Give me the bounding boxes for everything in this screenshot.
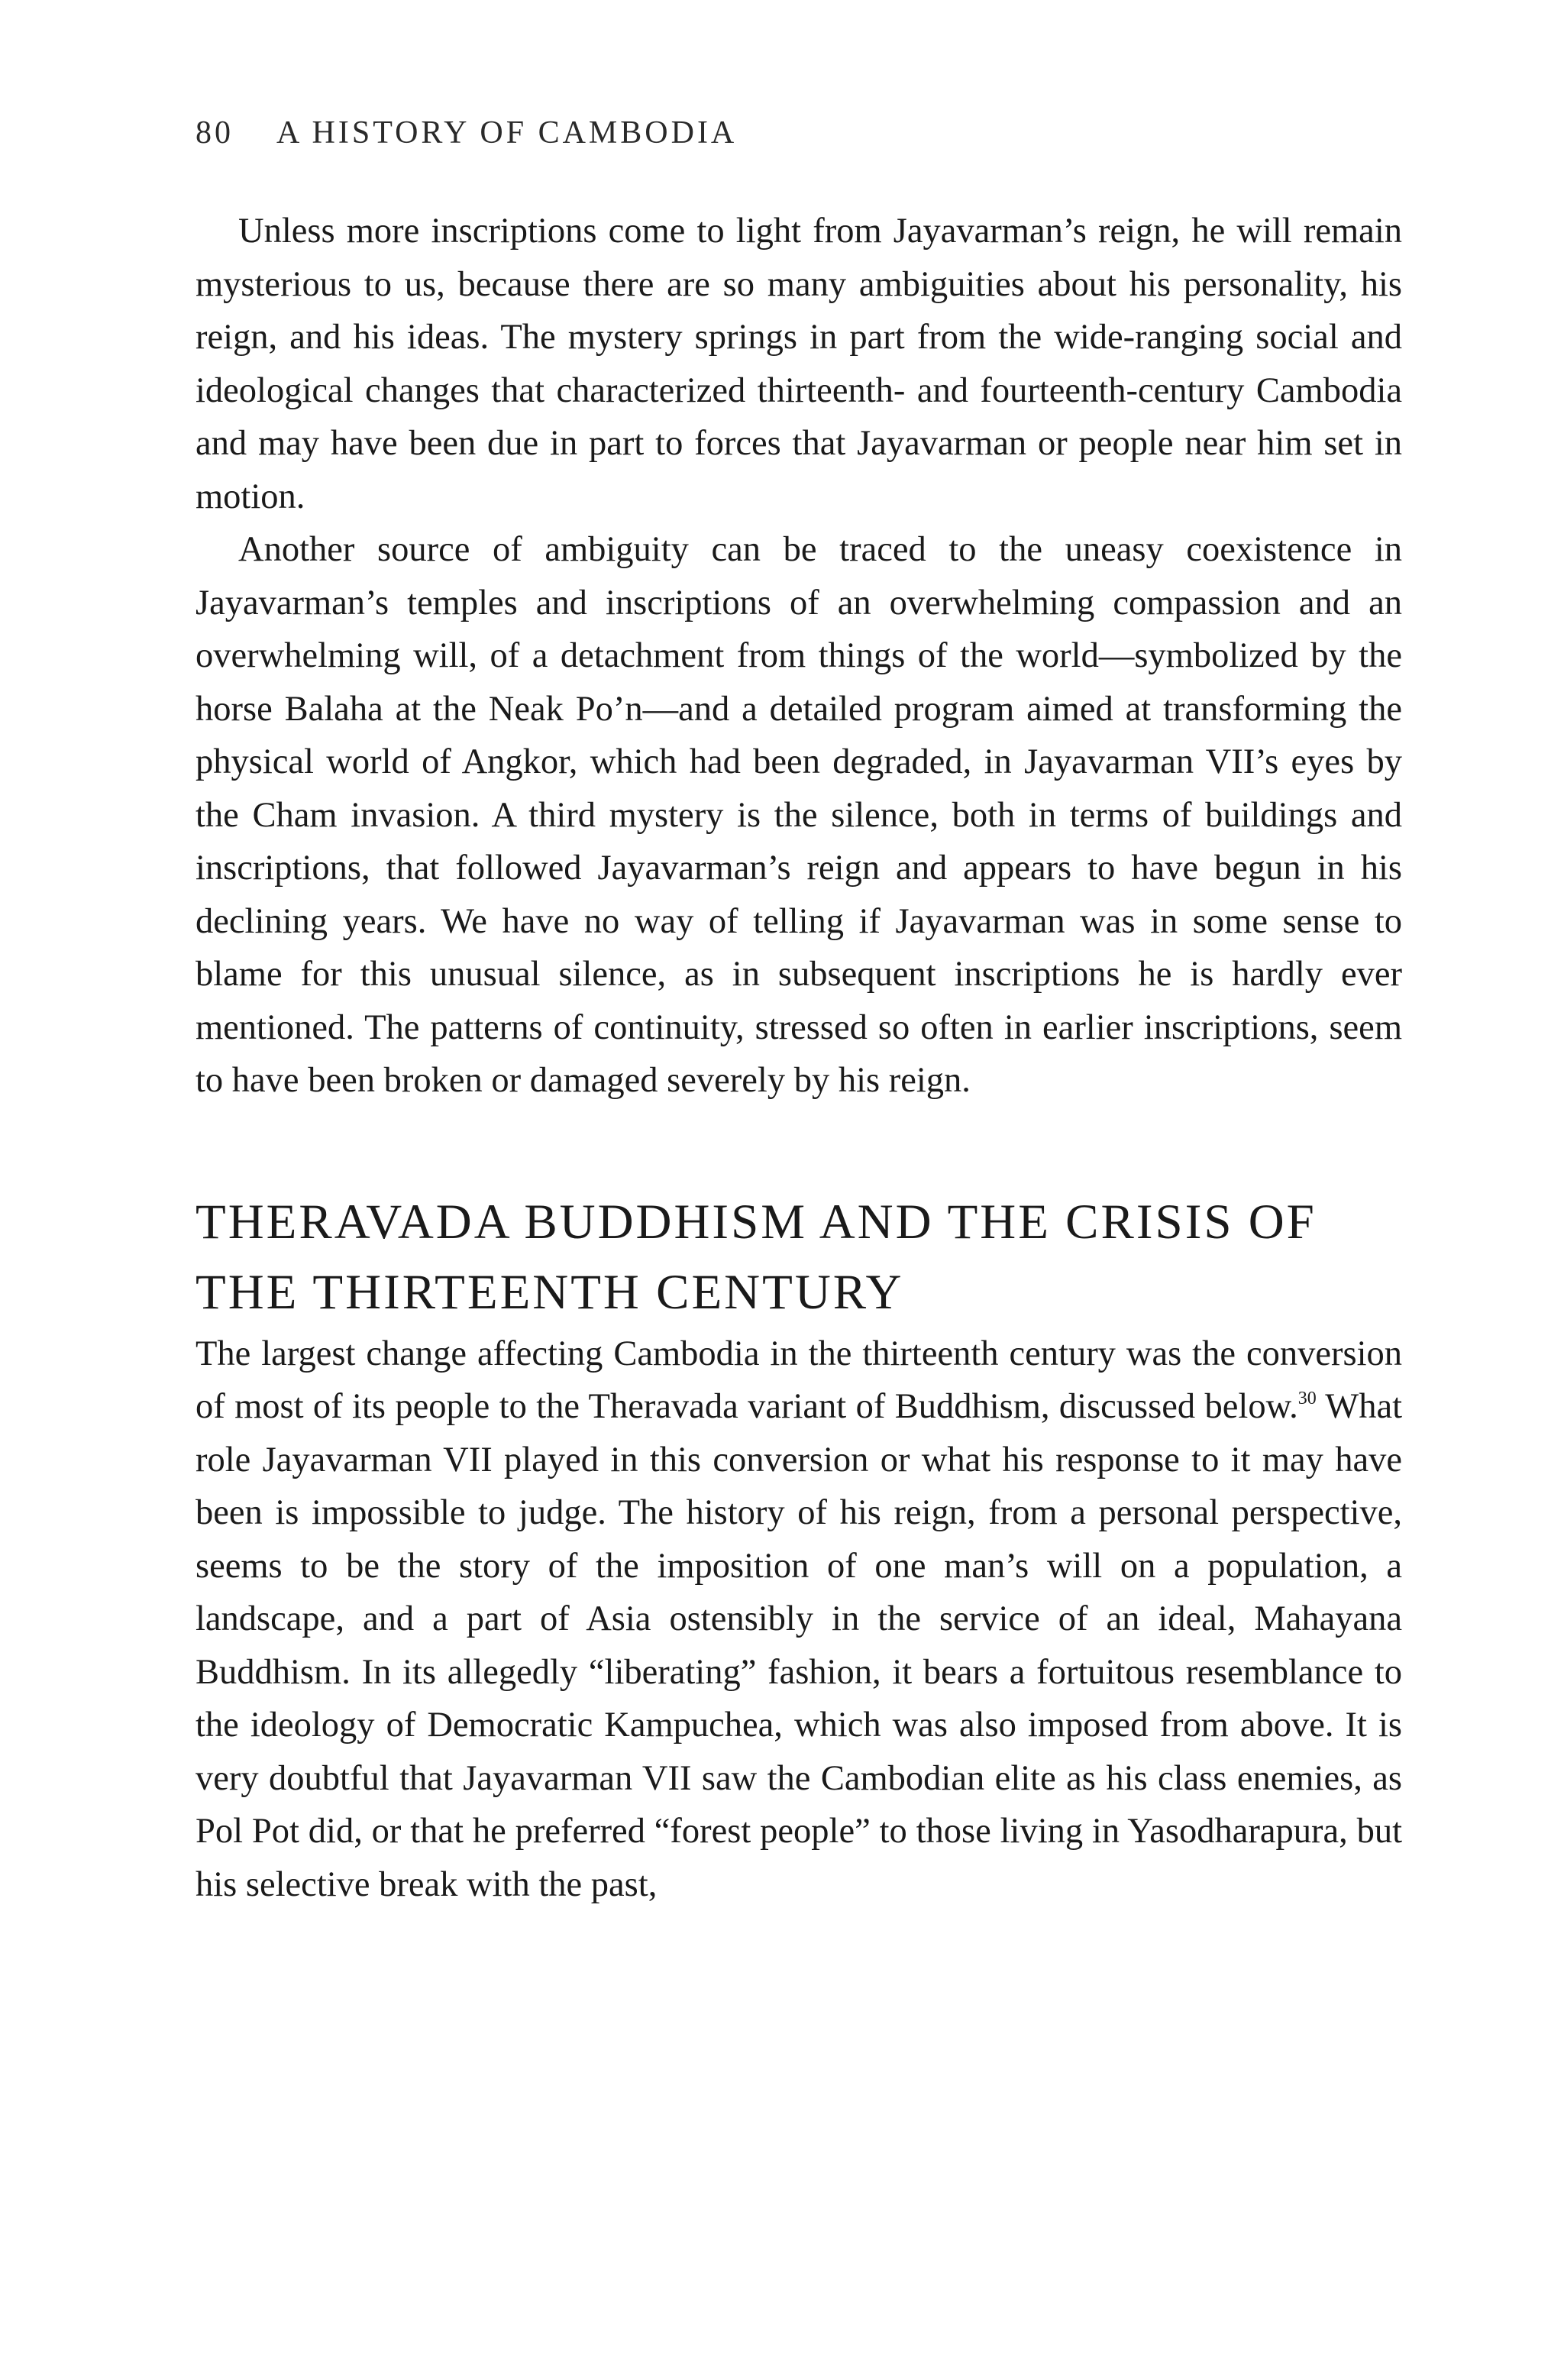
page-number: 80 (196, 115, 234, 150)
footnote-reference[interactable]: 30 (1297, 1389, 1317, 1408)
section-heading: THERAVADA BUDDHISM AND THE CRISIS OF THE THIRTEENTH CENTURY (196, 1194, 1317, 1320)
book-page (196, 115, 1402, 1911)
section-paragraph (196, 1327, 1402, 1912)
book-title: A HISTORY OF CAMBODIA (276, 115, 738, 150)
section-paragraph-text-1: The largest change affecting Cambodia in the thirteenth century was the conversion of most of its people to the Theravada variant of Buddhism, discussed below. (196, 1334, 1402, 1426)
body-paragraph-1: Unless more inscriptions come to light from Jayavarman’s reign, he will remain mysterious to us, because there are so many ambiguities about his personality, his reign, and his ideas. The mystery springs in part from the wide-ranging social and ideological changes that characterized thirteenth- and fourteenth-century Cambodia and may have been due in part to forces that Jayavarman or people near him set in motion. (196, 212, 1402, 516)
running-head (196, 115, 1402, 151)
section-paragraph-text-2: What role Jayavarman VII played in this conversion or what his response to it may have been is impossible to judge. The history of his reign, from a personal perspective, seems to be the story of the imposition of one man’s will on a population, a landscape, and a part of Asia ostensibly in the service of an ideal, Mahayana Buddhism. In its allegedly “liberating” fashion, it bears a fortuitous resemblance to the ideology of Democratic Kampuchea, which was also imposed from above. It is very doubtful that Jayavarman VII saw the Cambodian elite as his class enemies, as Pol Pot did, or that he preferred “forest people” to those living in Yasodharapura, but his selective break with the past, (196, 1387, 1402, 1904)
body-paragraph-2: Another source of ambiguity can be traced to the uneasy coexistence in Jayavarman’s temples and inscriptions of an overwhelming compassion and an overwhelming will, of a detachment from things of the world—symbolized by the horse Balaha at the Neak Po’n—and a detailed program aimed at transforming the physical world of Angkor, which had been degraded, in Jayavarman VII’s eyes by the Cham invasion. A third mystery is the silence, both in terms of buildings and inscriptions, that followed Jayavarman’s reign and appears to have begun in his declining years. We have no way of telling if Jayavarman was in some sense to blame for this unusual silence, as in subsequent inscriptions he is hardly ever mentioned. The patterns of continuity, stressed so often in earlier inscriptions, seem to have been broken or damaged severely by his reign. (196, 530, 1402, 1100)
